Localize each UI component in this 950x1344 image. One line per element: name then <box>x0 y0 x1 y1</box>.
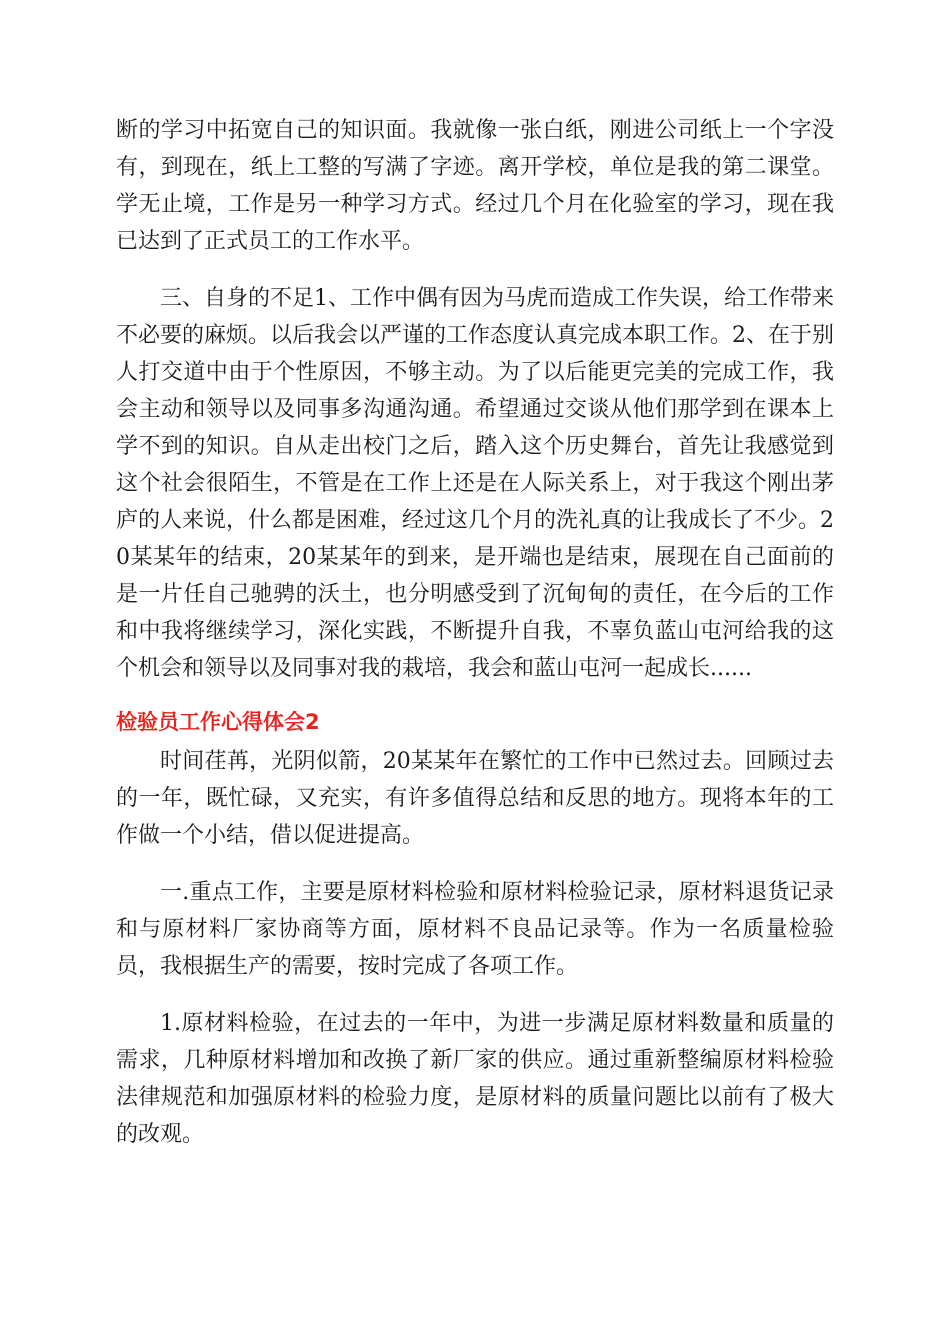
body-paragraph: 1.原材料检验，在过去的一年中，为进一步满足原材料数量和质量的需求，几种原材料增加和改换了新厂家的供应。通过重新整编原材料检验法律规范和加强原材料的检验力度，是原材料的质量问题比以前有了极大的改观。 <box>116 1011 834 1147</box>
body-paragraph: 断的学习中拓宽自己的知识面。我就像一张白纸，刚进公司纸上一个字没有，到现在，纸上工整的写满了字迹。离开学校，单位是我的第二课堂。学无止境，工作是另一种学习方式。经过几个月在化验室的学习，现在我已达到了正式员工的工作水平。 <box>116 118 834 254</box>
document-body <box>116 112 834 1153</box>
body-paragraph: 一.重点工作，主要是原材料检验和原材料检验记录，原材料退货记录和与原材料厂家协商等方面，原材料不良品记录等。作为一名质量检验员，我根据生产的需要，按时完成了各项工作。 <box>116 880 834 979</box>
body-paragraph: 三、自身的不足1、工作中偶有因为马虎而造成工作失误，给工作带来不必要的麻烦。以后我会以严谨的工作态度认真完成本职工作。2、在于别人打交道中由于个性原因，不够主动。为了以后能更完美的完成工作，我会主动和领导以及同事多沟通沟通。希望通过交谈从他们那学到在课本上学不到的知识。自从走出校门之后，踏入这个历史舞台，首先让我感觉到这个社会很陌生，不管是在工作上还是在人际关系上，对于我这个刚出茅庐的人来说，什么都是困难，经过这几个月的洗礼真的让我成长了不少。20某某年的结束，20某某年的到来，是开端也是结束，展现在自己面前的是一片任自己驰骋的沃土，也分明感受到了沉甸甸的责任，在今后的工作和中我将继续学习，深化实践，不断提升自我，不辜负蓝山屯河给我的这个机会和领导以及同事对我的栽培，我会和蓝山屯河一起成长...... <box>116 286 834 681</box>
body-paragraph: 时间荏苒，光阴似箭，20某某年在繁忙的工作中已然过去。回顾过去的一年，既忙碌，又充实，有许多值得总结和反思的地方。现将本年的工作做一个小结，借以促进提高。 <box>116 749 834 848</box>
section-heading: 检验员工作心得体会2 <box>116 710 320 734</box>
